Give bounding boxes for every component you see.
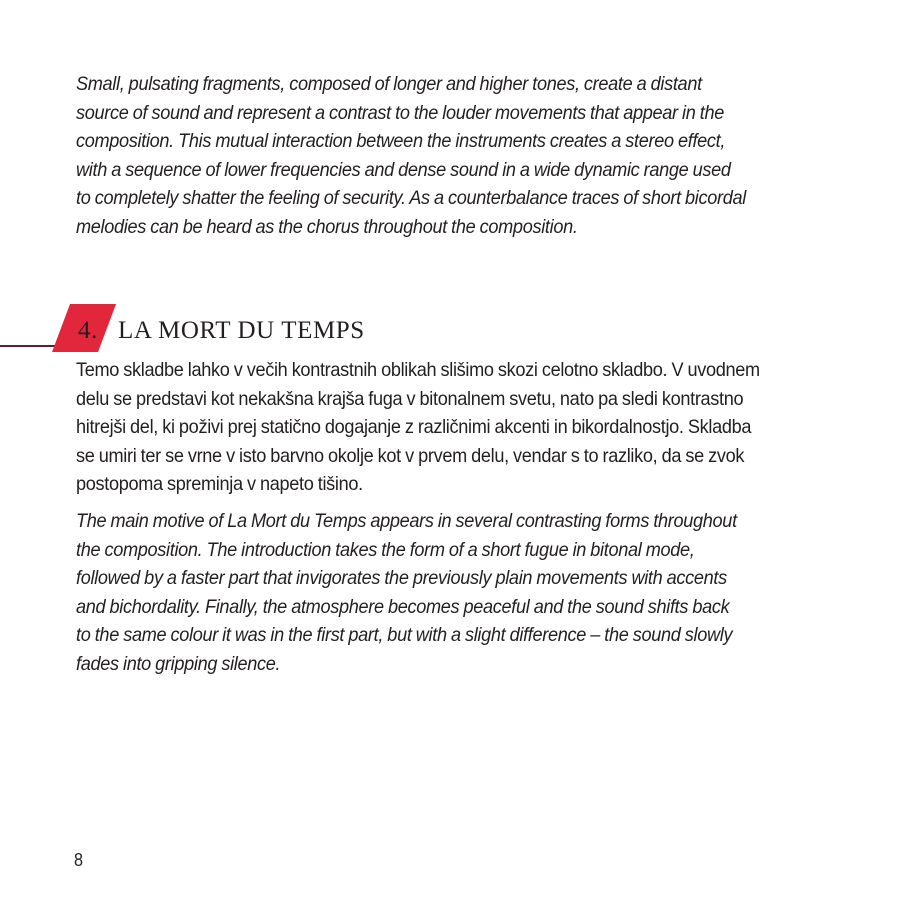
text-line: the composition. The introduction takes the form of a short fugue in bitonal mode, bbox=[76, 538, 695, 561]
text-line: to the same colour it was in the first part, but with a slight difference – the sound slowly bbox=[76, 624, 733, 647]
text-line: Small, pulsating fragments, composed of longer and higher tones, create a distant bbox=[76, 73, 702, 95]
slovenian-paragraph bbox=[76, 356, 831, 499]
text-line: Temo skladbe lahko v večih kontrastnih oblikah slišimo skozi celotno skladbo. V uvodnem bbox=[76, 359, 760, 381]
english-paragraph bbox=[76, 507, 831, 679]
text-line: composition. This mutual interaction between the instruments creates a stereo effect, bbox=[76, 130, 726, 153]
intro-english-paragraph bbox=[76, 70, 831, 242]
text-line: The main motive of La Mort du Temps appears in several contrasting forms throughout bbox=[76, 510, 737, 532]
text-line: delu se predstavi kot nekakšna krajša fuga v bitonalnem svetu, nato pa sledi kontrastno bbox=[76, 387, 744, 410]
text-line: fades into gripping silence. bbox=[76, 652, 281, 675]
text-line: followed by a faster part that invigorates the previously plain movements with accents bbox=[76, 567, 727, 590]
text-line: source of sound and represent a contrast to the louder movements that appear in the bbox=[76, 101, 724, 124]
section-heading bbox=[0, 300, 900, 360]
text-line: se umiri ter se vrne v isto barvno okolje kot v prvem delu, vendar s to razliko, da se zvok bbox=[76, 444, 745, 467]
section-number: 4. bbox=[78, 317, 98, 344]
text-line: postopoma spreminja v napeto tišino. bbox=[76, 473, 363, 496]
text-line: melodies can be heard as the chorus throughout the composition. bbox=[76, 215, 578, 238]
text-line: with a sequence of lower frequencies and dense sound in a wide dynamic range used bbox=[76, 158, 731, 181]
text-line: to completely shatter the feeling of security. As a counterbalance traces of short bicordal bbox=[76, 187, 746, 210]
text-line: hitrejši del, ki poživi prej statično dogajanje z različnimi akcenti in bikordalnostjo. Skladba bbox=[76, 416, 752, 439]
page-number: 8 bbox=[74, 850, 84, 870]
text-line: and bichordality. Finally, the atmosphere becomes peaceful and the sound shifts back bbox=[76, 595, 730, 618]
section-title: LA MORT DU TEMPS bbox=[118, 317, 365, 344]
